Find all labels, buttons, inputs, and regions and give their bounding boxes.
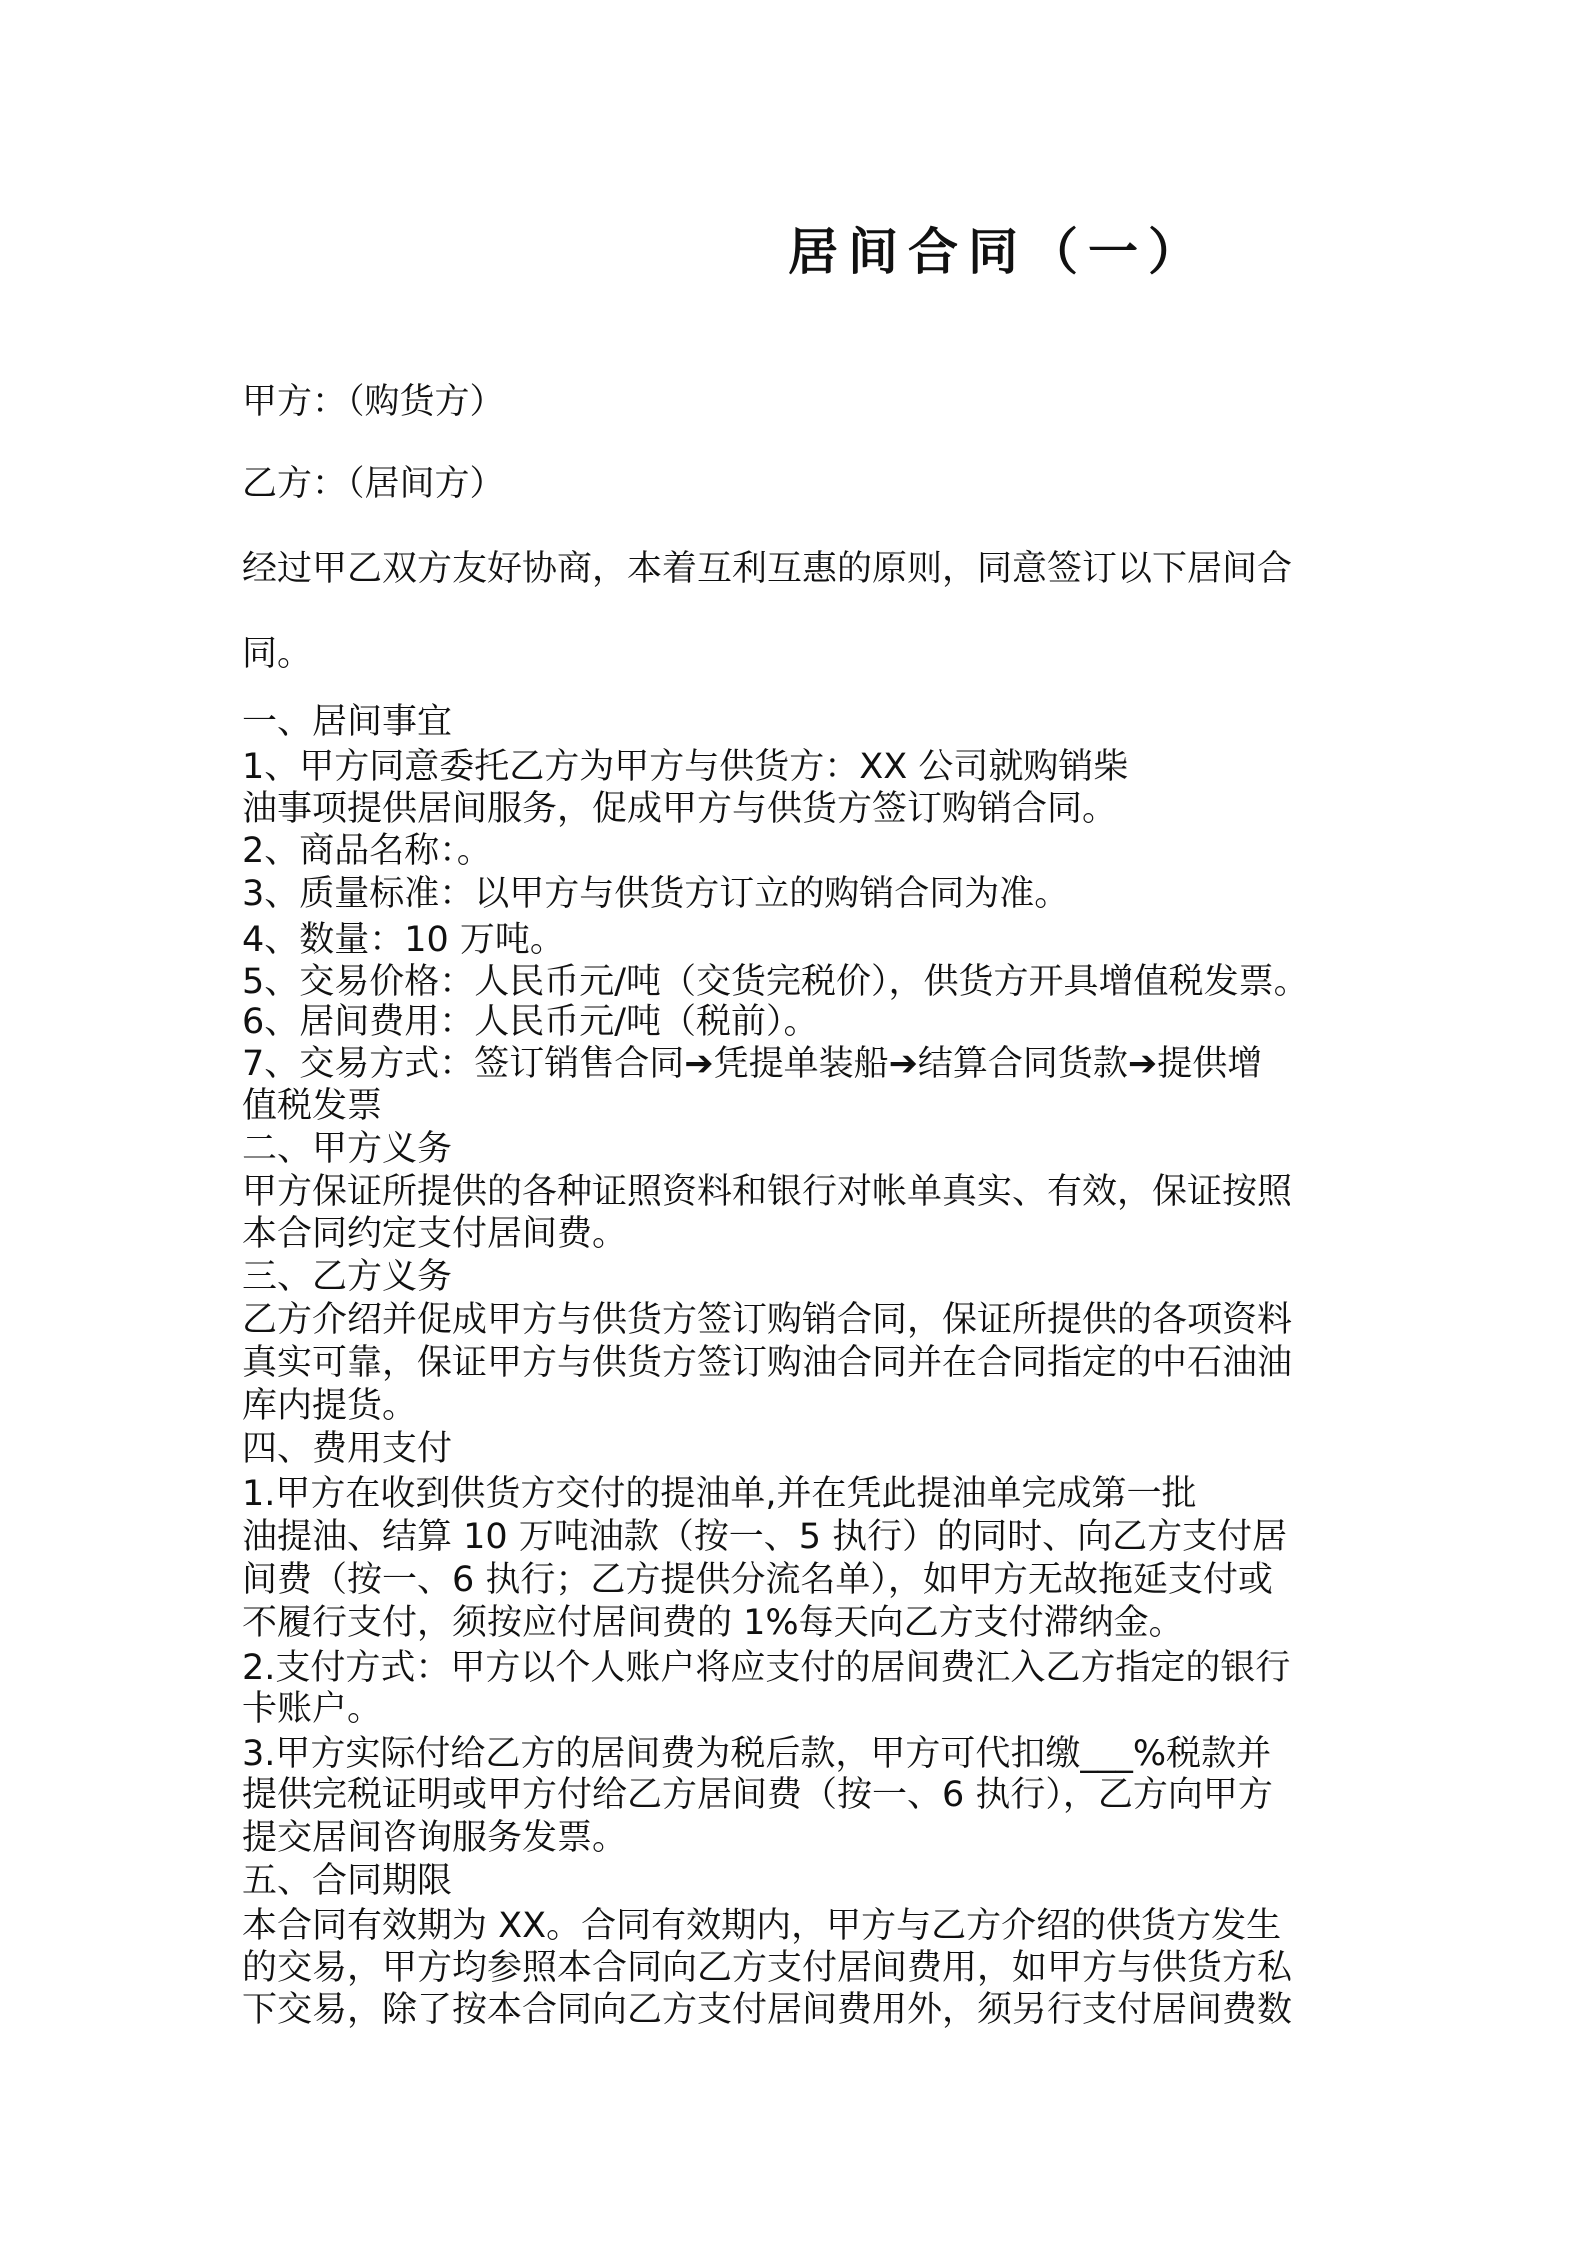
clause-line: 库内提货。: [242, 1386, 418, 1426]
section-heading: 四、费用支付: [242, 1429, 453, 1469]
clause-line: 5、交易价格：人民币元/吨（交货完税价），供货方开具增值税发票。: [242, 962, 1309, 1002]
clause-line: 3、质量标准：以甲方与供货方订立的购销合同为准。: [242, 874, 1070, 914]
clause-line: 1、甲方同意委托乙方为甲方与供货方：XX 公司就购销柴: [242, 747, 1129, 787]
clause-line: 7、交易方式：签订销售合同➔凭提单装船➔结算合同货款➔提供增: [242, 1044, 1263, 1084]
party-b-line: 乙方：（居间方）: [242, 464, 505, 504]
preamble-line: 同。: [242, 634, 313, 674]
clause-line: 4、数量：10 万吨。: [242, 920, 565, 960]
clause-line: 油事项提供居间服务，促成甲方与供货方签订购销合同。: [242, 789, 1118, 829]
clause-line: 1.甲方在收到供货方交付的提油单,并在凭此提油单完成第一批: [242, 1474, 1197, 1514]
clause-line: 油提油、结算 10 万吨油款（按一、5 执行）的同时、向乙方支付居: [242, 1517, 1288, 1557]
clause-line: 真实可靠，保证甲方与供货方签订购油合同并在合同指定的中石油油: [242, 1343, 1293, 1383]
clause-line: 提供完税证明或甲方付给乙方居间费（按一、6 执行），乙方向甲方: [242, 1775, 1273, 1815]
section-heading: 五、合同期限: [242, 1861, 453, 1901]
clause-line: 下交易，除了按本合同向乙方支付居间费用外，须另行支付居间费数: [242, 1990, 1293, 2030]
clause-line: 本合同有效期为 XX。合同有效期内，甲方与乙方介绍的供货方发生: [242, 1906, 1282, 1946]
clause-line: 本合同约定支付居间费。: [242, 1214, 628, 1254]
clause-line: 值税发票: [242, 1086, 383, 1126]
section-heading: 三、乙方义务: [242, 1257, 453, 1297]
clause-line: 2、商品名称：。: [242, 831, 492, 871]
clause-line: 2.支付方式：甲方以个人账户将应支付的居间费汇入乙方指定的银行: [242, 1648, 1291, 1688]
clause-line: 间费（按一、6 执行；乙方提供分流名单），如甲方无故拖延支付或: [242, 1560, 1273, 1600]
clause-line: 3.甲方实际付给乙方的居间费为税后款，甲方可代扣缴___%税款并: [242, 1734, 1272, 1774]
clause-line: 不履行支付，须按应付居间费的 1%每天向乙方支付滞纳金。: [242, 1603, 1184, 1643]
clause-line: 甲方保证所提供的各种证照资料和银行对帐单真实、有效，保证按照: [242, 1172, 1293, 1212]
party-a-line: 甲方：（购货方）: [242, 382, 505, 422]
clause-line: 卡账户。: [242, 1689, 383, 1729]
section-heading: 二、甲方义务: [242, 1129, 453, 1169]
document-title: 居间合同（一）: [788, 223, 1208, 281]
section-heading: 一、居间事宜: [242, 702, 453, 742]
clause-line: 6、居间费用：人民币元/吨（税前）。: [242, 1002, 819, 1042]
preamble-line: 经过甲乙双方友好协商，本着互利互惠的原则，同意签订以下居间合: [242, 549, 1293, 589]
clause-line: 的交易，甲方均参照本合同向乙方支付居间费用，如甲方与供货方私: [242, 1948, 1293, 1988]
clause-line: 提交居间咨询服务发票。: [242, 1818, 628, 1858]
clause-line: 乙方介绍并促成甲方与供货方签订购销合同，保证所提供的各项资料: [242, 1300, 1293, 1340]
